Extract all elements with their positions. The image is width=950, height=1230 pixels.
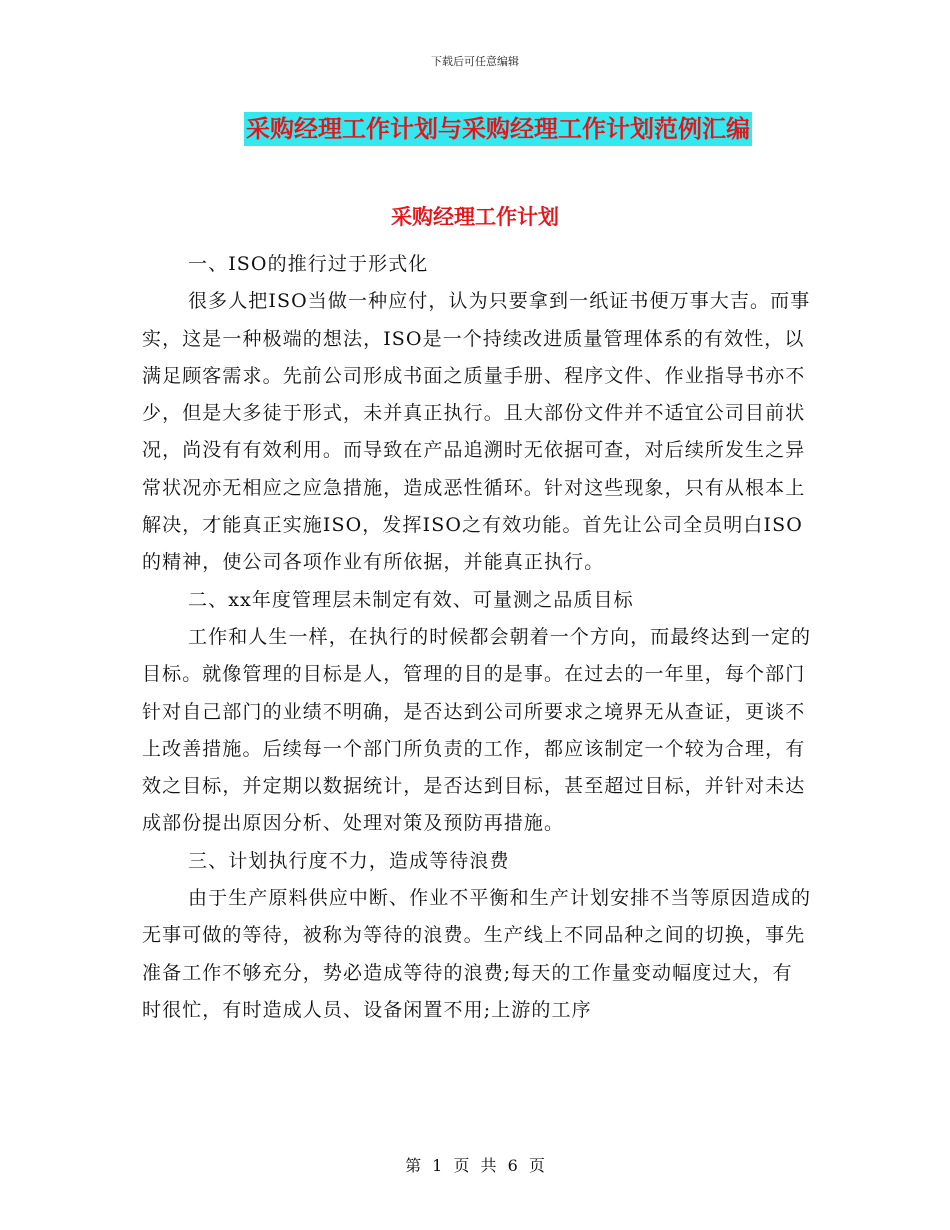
document-title: 采购经理工作计划与采购经理工作计划范例汇编 [244, 112, 752, 146]
paragraph-waiting-waste: 由于生产原料供应中断、作业不平衡和生产计划安排不当等原因造成的无事可做的等待，被称为等待的浪费。生产线上不同品种之间的切换，事先准备工作不够充分，势必造成等待的浪费;每天的工作量变动幅度过大，有时很忙，有时造成人员、设备闲置不用;上游的工序 [142, 887, 812, 1021]
document-body [142, 246, 812, 1029]
section-title: 采购经理工作计划 [391, 205, 559, 229]
heading-plan-execution: 三、计划执行度不力，造成等待浪费 [188, 849, 510, 872]
header-note: 下载后可任意编辑 [431, 55, 519, 68]
heading-iso-formalism: 一、ISO的推行过于形式化 [188, 253, 429, 275]
paragraph-targets: 工作和人生一样，在执行的时候都会朝着一个方向，而最终达到一定的目标。就像管理的目标是人，管理的目的是事。在过去的一年里，每个部门针对自己部门的业绩不明确，是否达到公司所要求之境界无从查证，更谈不上改善措施。后续每一个部门所负责的工作，都应该制定一个较为合理，有效之目标，并定期以数据统计，是否达到目标，甚至超过目标，并针对未达成部份提出原因分析、处理对策及预防再措施。 [142, 625, 812, 835]
page-footer: 第 1 页 共 6 页 [405, 1156, 545, 1175]
document-title-wrapper [0, 112, 950, 146]
heading-quality-targets: 二、xx年度管理层未制定有效、可量测之品质目标 [188, 588, 634, 611]
paragraph-iso: 很多人把ISO当做一种应付，认为只要拿到一纸证书便万事大吉。而事实，这是一种极端的想法，ISO是一个持续改进质量管理体系的有效性，以满足顾客需求。先前公司形成书面之质量手册、程序文件、作业指导书亦不少，但是大多徒于形式，未并真正执行。且大部份文件并不适宜公司目前状况，尚没有有效利用。而导致在产品追溯时无依据可查，对后续所发生之异常状况亦无相应之应急措施，造成恶性循环。针对这些现象，只有从根本上解决，才能真正实施ISO，发挥ISO之有效功能。首先让公司全员明白ISO的精神，使公司各项作业有所依据，并能真正执行。 [142, 290, 811, 574]
